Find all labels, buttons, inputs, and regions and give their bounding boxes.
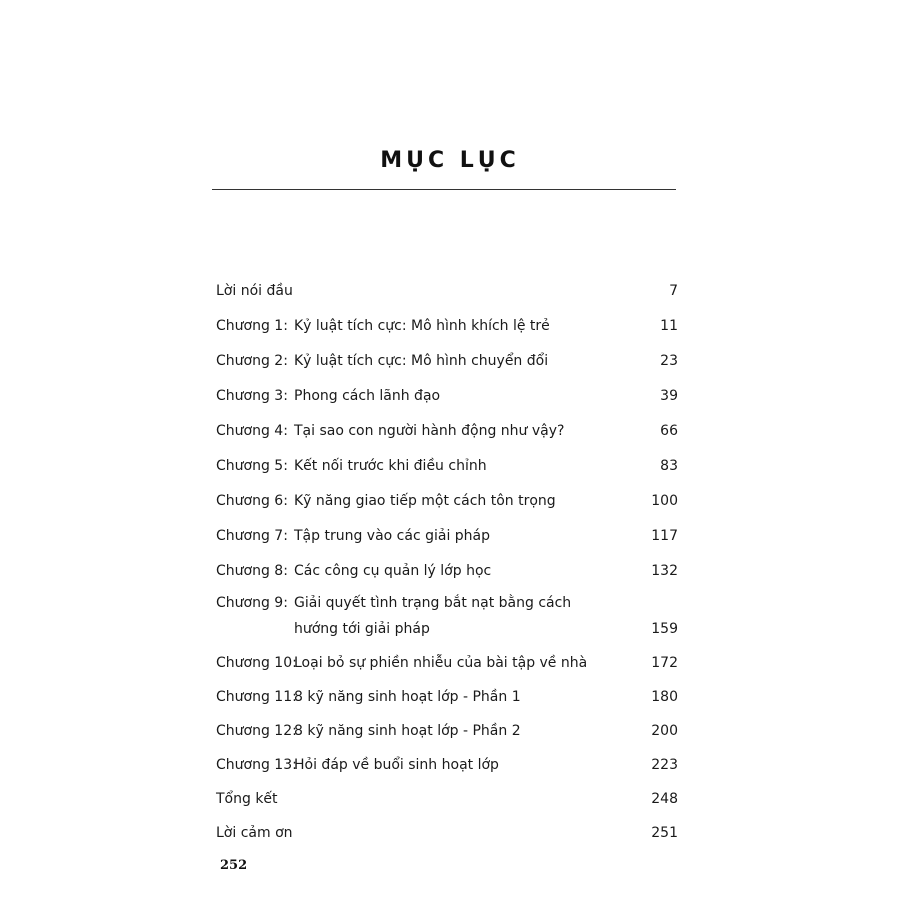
toc-title-line: Lời cảm ơn	[216, 825, 293, 841]
toc-entry-title	[216, 278, 678, 304]
toc-title-line: Hỏi đáp về buổi sinh hoạt lớp	[294, 757, 499, 773]
toc-page-number: 248	[651, 791, 678, 807]
toc-entry-title	[294, 558, 678, 584]
toc-page-number: 7	[669, 283, 678, 299]
toc-page-number: 132	[651, 563, 678, 579]
toc-entry	[216, 820, 678, 846]
toc-entry-title	[294, 453, 678, 479]
toc-title-line: Kết nối trước khi điều chỉnh	[294, 458, 487, 474]
toc-title-line: Tổng kết	[216, 791, 278, 807]
toc-entry-title	[216, 786, 678, 812]
toc-page-number: 251	[651, 825, 678, 841]
title-divider	[212, 189, 676, 190]
toc-title-line: Tại sao con người hành động như vậy?	[294, 423, 565, 439]
toc-entry	[216, 523, 678, 549]
toc-page-number: 172	[651, 655, 678, 671]
toc-title-line: Giải quyết tình trạng bắt nạt bằng cách	[294, 595, 572, 611]
toc-page-number: 100	[651, 493, 678, 509]
toc-title-line: 8 kỹ năng sinh hoạt lớp - Phần 1	[294, 689, 521, 705]
toc-entry-title	[294, 488, 678, 514]
toc-title-line: Các công cụ quản lý lớp học	[294, 563, 492, 579]
toc-entry	[216, 313, 678, 339]
toc-entry	[216, 488, 678, 514]
toc-entry	[216, 383, 678, 409]
toc-title-line: Lời nói đầu	[216, 283, 293, 299]
toc-entry-title	[294, 718, 678, 744]
toc-chapter-label: Chương 1:	[216, 318, 288, 334]
toc-entry	[216, 278, 678, 304]
table-of-contents	[216, 270, 678, 846]
toc-entry-title	[294, 348, 678, 374]
toc-entry-title	[216, 820, 678, 846]
toc-chapter-label: Chương 3:	[216, 388, 288, 404]
toc-entry	[216, 453, 678, 479]
toc-chapter-label: Chương 9:	[216, 595, 288, 611]
toc-page-number: 159	[651, 621, 678, 637]
toc-entry	[216, 752, 678, 778]
toc-title-line: Phong cách lãnh đạo	[294, 388, 441, 404]
toc-page-number: 200	[651, 723, 678, 739]
toc-chapter-label: Chương 4:	[216, 423, 288, 439]
toc-entry-title	[294, 313, 678, 339]
toc-chapter-label: Chương 8:	[216, 563, 288, 579]
toc-page-number: 223	[651, 757, 678, 773]
toc-chapter-label: Chương 6:	[216, 493, 288, 509]
toc-entry-title	[294, 684, 678, 710]
page-title: MỤC LỤC	[380, 148, 520, 173]
page-number: 252	[220, 858, 248, 873]
toc-title-line: Kỹ năng giao tiếp một cách tôn trọng	[294, 493, 556, 509]
toc-page-number: 39	[660, 388, 678, 404]
toc-entry	[216, 684, 678, 710]
toc-title-line: 8 kỹ năng sinh hoạt lớp - Phần 2	[294, 723, 521, 739]
toc-chapter-label: Chương 11:	[216, 689, 297, 705]
toc-entry	[216, 650, 678, 676]
toc-page-number: 83	[660, 458, 678, 474]
toc-title-line: hướng tới giải pháp	[294, 621, 430, 637]
toc-page-number: 23	[660, 353, 678, 369]
toc-chapter-label: Chương 2:	[216, 353, 288, 369]
toc-title-line: Kỷ luật tích cực: Mô hình chuyển đổi	[294, 353, 549, 369]
toc-entry	[216, 718, 678, 744]
toc-entry-title	[294, 383, 678, 409]
toc-page-number: 11	[660, 318, 678, 334]
toc-entry-title	[294, 650, 678, 676]
toc-page-number: 117	[651, 528, 678, 544]
toc-chapter-label: Chương 13:	[216, 757, 297, 773]
toc-entry	[216, 418, 678, 444]
toc-entry-title	[294, 752, 678, 778]
toc-entry-title	[294, 590, 678, 642]
toc-page-number: 180	[651, 689, 678, 705]
toc-chapter-label: Chương 7:	[216, 528, 288, 544]
toc-page-number: 66	[660, 423, 678, 439]
toc-chapter-label: Chương 10:	[216, 655, 297, 671]
toc-chapter-label: Chương 12:	[216, 723, 297, 739]
toc-entry	[216, 348, 678, 374]
toc-entry	[216, 786, 678, 812]
toc-entry-title	[294, 418, 678, 444]
toc-entry	[216, 590, 678, 642]
toc-entry	[216, 558, 678, 584]
toc-title-line: Tập trung vào các giải pháp	[294, 528, 491, 544]
toc-title-line: Loại bỏ sự phiền nhiễu của bài tập về nhà	[294, 655, 588, 671]
toc-title-line: Kỷ luật tích cực: Mô hình khích lệ trẻ	[294, 318, 550, 334]
toc-chapter-label: Chương 5:	[216, 458, 288, 474]
toc-entry-title	[294, 523, 678, 549]
